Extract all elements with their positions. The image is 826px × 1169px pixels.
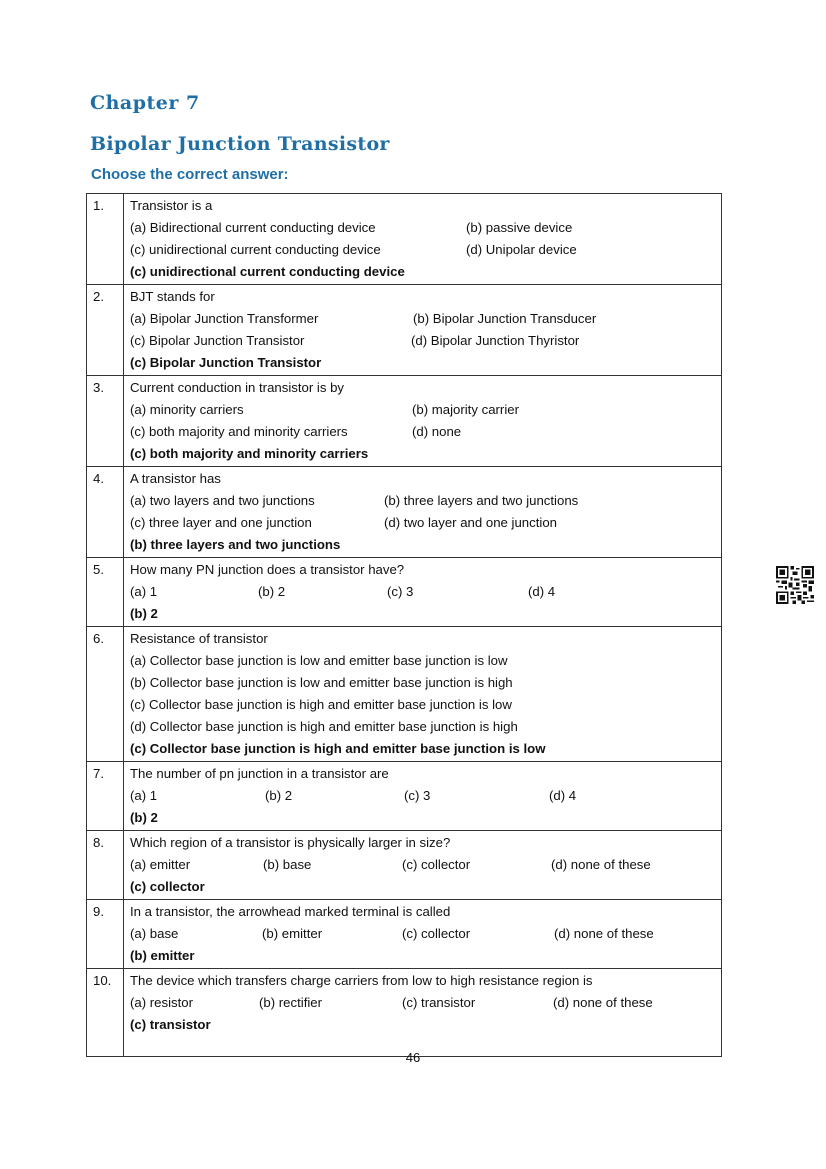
question-row	[87, 900, 722, 969]
option-c: (c) 3	[404, 788, 431, 803]
chapter-title: Bipolar Junction Transistor	[90, 133, 390, 155]
question-row	[87, 762, 722, 831]
answer: (c) Bipolar Junction Transistor	[130, 355, 322, 370]
option-c: (c) unidirectional current conducting device	[130, 242, 381, 257]
option-d: (d) none of these	[554, 926, 654, 941]
question-row	[87, 376, 722, 467]
answer: (c) Collector base junction is high and emitter base junction is low	[130, 741, 546, 756]
option-c: (c) collector	[402, 857, 471, 872]
option-c: (c) Bipolar Junction Transistor	[130, 333, 305, 348]
option-a: (a) 1	[130, 584, 158, 599]
option-c: (c) both majority and minority carriers	[130, 424, 348, 439]
option-b: (b) rectifier	[259, 995, 323, 1010]
option-a: (a) minority carriers	[130, 402, 244, 417]
option-a: (a) Bipolar Junction Transformer	[130, 311, 319, 326]
option-d: (d) 4	[528, 584, 556, 599]
question-cell	[124, 969, 722, 1057]
option-d: (d) Collector base junction is high and emitter base junction is high	[130, 719, 518, 734]
option-a: (a) Collector base junction is low and emitter base junction is low	[130, 653, 508, 668]
option-d: (d) none of these	[551, 857, 651, 872]
question-number: 10.	[87, 969, 124, 1057]
answer: (b) emitter	[130, 948, 195, 963]
answer: (b) 2	[130, 606, 158, 621]
question-cell	[124, 627, 722, 762]
option-c: (c) Collector base junction is high and emitter base junction is low	[130, 697, 512, 712]
chapter-heading: Chapter 7	[90, 92, 200, 114]
question-number: 6.	[87, 627, 124, 762]
question-table	[86, 193, 722, 1057]
option-b: (b) Bipolar Junction Transducer	[413, 311, 597, 326]
option-d: (d) 4	[549, 788, 577, 803]
question-number: 8.	[87, 831, 124, 900]
question-cell	[124, 558, 722, 627]
question-cell	[124, 900, 722, 969]
option-a: (a) base	[130, 926, 179, 941]
question-row	[87, 194, 722, 285]
option-b: (b) majority carrier	[412, 402, 519, 417]
question-text: How many PN junction does a transistor have?	[130, 562, 405, 577]
option-c: (c) transistor	[402, 995, 476, 1010]
question-cell	[124, 194, 722, 285]
question-number: 7.	[87, 762, 124, 831]
question-text: A transistor has	[130, 471, 221, 486]
question-cell	[124, 831, 722, 900]
option-b: (b) 2	[265, 788, 293, 803]
option-d: (d) none	[412, 424, 462, 439]
question-number: 1.	[87, 194, 124, 285]
question-cell	[124, 762, 722, 831]
option-b: (b) passive device	[466, 220, 573, 235]
option-c: (c) three layer and one junction	[130, 515, 312, 530]
page-number: 46	[405, 1050, 421, 1065]
option-b: (b) emitter	[262, 926, 323, 941]
option-d: (d) none of these	[553, 995, 653, 1010]
question-row	[87, 831, 722, 900]
question-text: Current conduction in transistor is by	[130, 380, 345, 395]
question-text: BJT stands for	[130, 289, 215, 304]
question-text: In a transistor, the arrowhead marked terminal is called	[130, 904, 451, 919]
answer: (c) both majority and minority carriers	[130, 446, 369, 461]
option-a: (a) 1	[130, 788, 158, 803]
option-d: (d) Unipolar device	[466, 242, 577, 257]
option-a: (a) two layers and two junctions	[130, 493, 315, 508]
question-cell	[124, 285, 722, 376]
question-number: 4.	[87, 467, 124, 558]
question-row	[87, 285, 722, 376]
question-cell	[124, 376, 722, 467]
option-b: (b) Collector base junction is low and emitter base junction is high	[130, 675, 513, 690]
option-a: (a) resistor	[130, 995, 194, 1010]
answer: (b) 2	[130, 810, 158, 825]
option-d: (d) two layer and one junction	[384, 515, 558, 530]
question-row	[87, 558, 722, 627]
question-row	[87, 467, 722, 558]
option-a: (a) emitter	[130, 857, 191, 872]
option-c: (c) collector	[402, 926, 471, 941]
question-text: Resistance of transistor	[130, 631, 268, 646]
question-number: 2.	[87, 285, 124, 376]
question-number: 9.	[87, 900, 124, 969]
question-text: The number of pn junction in a transistor are	[130, 766, 389, 781]
answer: (c) transistor	[130, 1017, 211, 1032]
question-number: 5.	[87, 558, 124, 627]
option-b: (b) base	[263, 857, 312, 872]
instruction: Choose the correct answer:	[91, 166, 289, 183]
answer: (b) three layers and two junctions	[130, 537, 341, 552]
question-text: Transistor is a	[130, 198, 213, 213]
option-b: (b) three layers and two junctions	[384, 493, 579, 508]
question-row	[87, 627, 722, 762]
option-b: (b) 2	[258, 584, 286, 599]
qr-code-icon	[776, 566, 814, 604]
answer: (c) collector	[130, 879, 205, 894]
option-a: (a) Bidirectional current conducting device	[130, 220, 376, 235]
question-row	[87, 969, 722, 1057]
answer: (c) unidirectional current conducting device	[130, 264, 405, 279]
question-text: Which region of a transistor is physically larger in size?	[130, 835, 451, 850]
question-text: The device which transfers charge carriers from low to high resistance region is	[130, 973, 593, 988]
option-c: (c) 3	[387, 584, 414, 599]
question-number: 3.	[87, 376, 124, 467]
option-d: (d) Bipolar Junction Thyristor	[411, 333, 580, 348]
question-cell	[124, 467, 722, 558]
